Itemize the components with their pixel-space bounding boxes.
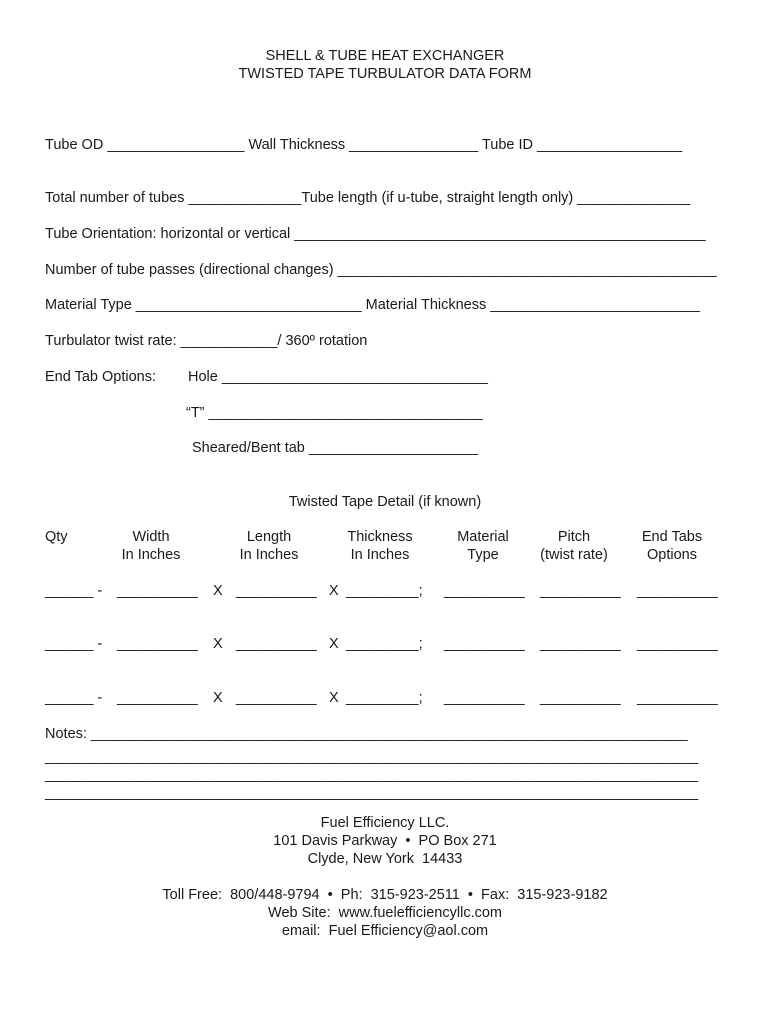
notes-line[interactable]: _________________________________________________________________________________ [45, 749, 699, 765]
end-tab-label: End Tab Options: [45, 369, 156, 385]
company-city: Clyde, New York 14433 [307, 851, 463, 867]
qty-field[interactable]: ______ - [45, 636, 103, 652]
end-tabs-field[interactable]: __________ [637, 583, 718, 599]
company-email[interactable]: email: Fuel Efficiency@aol.com [281, 923, 489, 939]
header-material: Material Type [457, 529, 509, 563]
detail-title: Twisted Tape Detail (if known) [288, 494, 482, 510]
header-qty: Qty [45, 529, 68, 545]
material-field[interactable]: Material Type ____________________________ Material Thickness __________________________ [45, 297, 700, 313]
width-field[interactable]: __________ [117, 636, 198, 652]
notes-line[interactable]: _________________________________________________________________________________ [45, 785, 699, 801]
company-name: Fuel Efficiency LLC. [320, 815, 450, 831]
end-tab-sheared-field[interactable]: Sheared/Bent tab _____________________ [192, 440, 479, 456]
end-tabs-field[interactable]: __________ [637, 636, 718, 652]
end-tabs-field[interactable]: __________ [637, 690, 718, 706]
thickness-field[interactable]: _________; [346, 690, 423, 706]
notes-line[interactable]: _________________________________________________________________________________ [45, 767, 699, 783]
tube-orientation-field[interactable]: Tube Orientation: horizontal or vertical ___________________________________________________ [45, 226, 706, 242]
form-title-line2: TWISTED TAPE TURBULATOR DATA FORM [238, 66, 532, 82]
company-phones: Toll Free: 800/448-9794 • Ph: 315-923-2511 • Fax: 315-923-9182 [162, 887, 608, 903]
pitch-field[interactable]: __________ [540, 583, 621, 599]
width-field[interactable]: __________ [117, 583, 198, 599]
form-title-line1: SHELL & TUBE HEAT EXCHANGER [265, 48, 505, 64]
tube-passes-field[interactable]: Number of tube passes (directional changes) _______________________________________________ [45, 262, 717, 278]
width-field[interactable]: __________ [117, 690, 198, 706]
pitch-field[interactable]: __________ [540, 636, 621, 652]
tube-count-length-field[interactable]: Total number of tubes ______________Tube length (if u-tube, straight length only) ______________ [45, 190, 691, 206]
thickness-field[interactable]: _________; [346, 583, 423, 599]
end-tab-t-field[interactable]: “T” __________________________________ [186, 405, 483, 421]
times-sign: X [329, 636, 339, 652]
header-end-tabs: End Tabs Options [641, 529, 703, 563]
header-thickness: Thickness In Inches [347, 529, 413, 563]
header-width: Width In Inches [121, 529, 181, 563]
material-type-field[interactable]: __________ [444, 636, 525, 652]
times-sign: X [213, 583, 223, 599]
qty-field[interactable]: ______ - [45, 583, 103, 599]
company-address: 101 Davis Parkway • PO Box 271 [273, 833, 497, 849]
thickness-field[interactable]: _________; [346, 636, 423, 652]
length-field[interactable]: __________ [236, 583, 317, 599]
times-sign: X [329, 690, 339, 706]
pitch-field[interactable]: __________ [540, 690, 621, 706]
times-sign: X [213, 690, 223, 706]
header-pitch: Pitch (twist rate) [540, 529, 608, 563]
company-website[interactable]: Web Site: www.fuelefficiencyllc.com [268, 905, 502, 921]
notes-field[interactable]: Notes: __________________________________________________________________________ [45, 726, 688, 742]
length-field[interactable]: __________ [236, 690, 317, 706]
times-sign: X [329, 583, 339, 599]
material-type-field[interactable]: __________ [444, 690, 525, 706]
times-sign: X [213, 636, 223, 652]
qty-field[interactable]: ______ - [45, 690, 103, 706]
twist-rate-field[interactable]: Turbulator twist rate: ____________/ 360º rotation [45, 333, 368, 349]
length-field[interactable]: __________ [236, 636, 317, 652]
header-length: Length In Inches [239, 529, 299, 563]
tube-dimensions-field[interactable]: Tube OD _________________ Wall Thickness ________________ Tube ID __________________ [45, 137, 683, 153]
end-tab-hole-field[interactable]: Hole _________________________________ [188, 369, 488, 385]
material-type-field[interactable]: __________ [444, 583, 525, 599]
